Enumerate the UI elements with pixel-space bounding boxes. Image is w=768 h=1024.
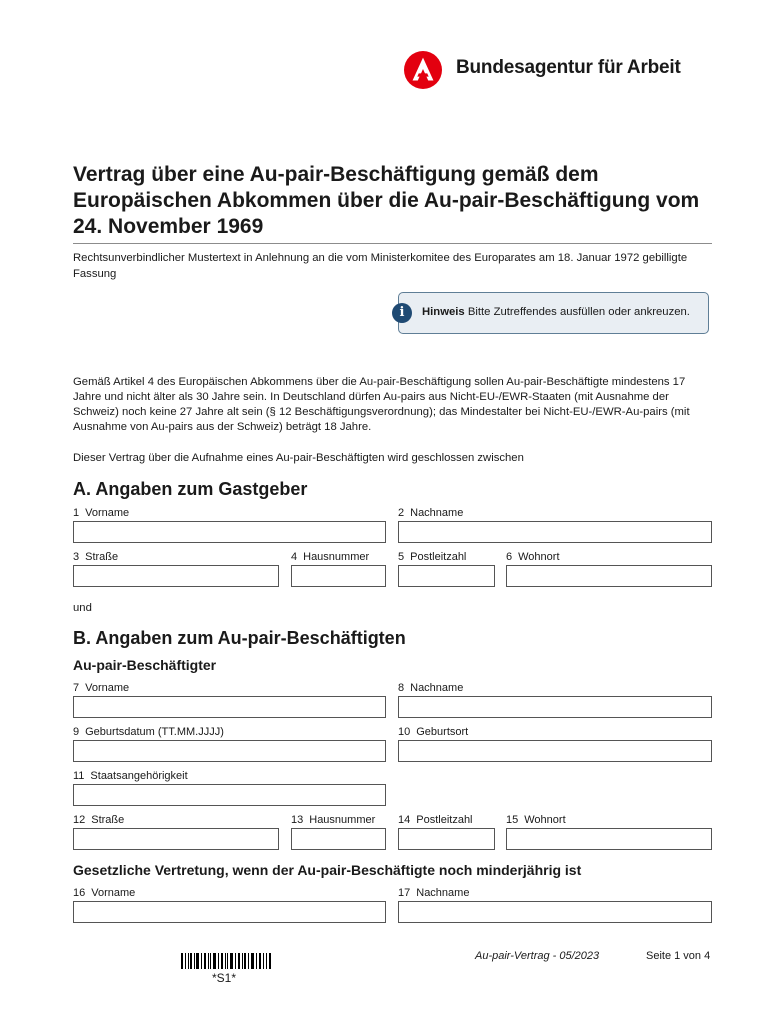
section-a-heading: A. Angaben zum Gastgeber	[73, 479, 308, 499]
document-title: Vertrag über eine Au-pair-Beschäftigung gemäß dem Europäischen Abkommen über die Au-pair-Beschäftigung vom 24. November 1969	[73, 163, 700, 238]
aupair-street-input[interactable]	[73, 828, 279, 850]
host-postal-code-input[interactable]	[398, 565, 495, 587]
section-b-heading: B. Angaben zum Au-pair-Beschäftigten	[73, 628, 406, 648]
hint-label: Hinweis	[422, 306, 465, 318]
field-16-label: 16 Vorname	[73, 887, 136, 899]
host-house-number-input[interactable]	[291, 565, 386, 587]
aupair-house-number-input[interactable]	[291, 828, 386, 850]
aupair-postal-code-input[interactable]	[398, 828, 495, 850]
field-1-label: 1 Vorname	[73, 507, 130, 519]
field-3-label: 3 Straße	[73, 551, 119, 563]
document-subtitle: Rechtsunverbindlicher Mustertext in Anlehnung an die vom Ministerkomitee des Europarates am 18. Januar 1972 gebilligte Fassung	[73, 252, 688, 280]
barcode-text: *S1*	[212, 971, 237, 985]
host-street-input[interactable]	[73, 565, 279, 587]
field-17-label: 17 Nachname	[398, 887, 470, 899]
contract-line: Dieser Vertrag über die Aufnahme eines Au-pair-Beschäftigten wird geschlossen zwischen	[73, 452, 524, 464]
field-4-label: 4 Hausnummer	[291, 551, 370, 563]
field-7-label: 7 Vorname	[73, 682, 130, 694]
aupair-birth-date-input[interactable]	[73, 740, 386, 762]
field-11-label: 11 Staatsangehörigkeit	[73, 770, 188, 782]
info-icon: i	[392, 303, 412, 323]
field-2-label: 2 Nachname	[398, 507, 464, 519]
barcode-icon	[181, 953, 271, 969]
field-14-label: 14 Postleitzahl	[398, 814, 473, 826]
au-pair-subheading: Au-pair-Beschäftigter	[73, 657, 217, 673]
agency-name: Bundesagentur für Arbeit	[456, 57, 681, 78]
host-last-name-input[interactable]	[398, 521, 712, 543]
guardian-subheading: Gesetzliche Vertretung, wenn der Au-pair-Beschäftigte noch minderjährig ist	[73, 862, 582, 878]
hint-message: Bitte Zutreffendes ausfüllen oder ankreuzen.	[467, 306, 690, 318]
ba-logo-icon	[404, 51, 442, 89]
field-9-label: 9 Geburtsdatum (TT.MM.JJJJ)	[73, 726, 224, 738]
guardian-first-name-input[interactable]	[73, 901, 386, 923]
intro-paragraph: Gemäß Artikel 4 des Europäischen Abkommens über die Au-pair-Beschäftigung sollen Au-pair-Beschäftigte mindestens 17 Jahre und nicht älter als 30 Jahre sein. In Deutschland dürfen Au-pairs aus Nicht-EU-/EWR-Staaten (mit Ausnahme der Schweiz) noch keine 27 Jahre alt sein (§ 12 Beschäftigungsverordnung); das Mindestalter bei Nicht-EU-/EWR-Au-pairs (mit Ausnahme von Au-pairs aus der Schweiz) beträgt 18 Jahre.	[73, 376, 690, 433]
host-first-name-input[interactable]	[73, 521, 386, 543]
field-15-label: 15 Wohnort	[506, 814, 566, 826]
field-8-label: 8 Nachname	[398, 682, 464, 694]
aupair-first-name-input[interactable]	[73, 696, 386, 718]
form-id: Au-pair-Vertrag - 05/2023	[475, 950, 600, 962]
field-6-label: 6 Wohnort	[506, 551, 560, 563]
host-city-input[interactable]	[506, 565, 712, 587]
hint-text	[422, 306, 690, 318]
page-number: Seite 1 von 4	[646, 950, 711, 962]
aupair-last-name-input[interactable]	[398, 696, 712, 718]
aupair-birth-place-input[interactable]	[398, 740, 712, 762]
field-5-label: 5 Postleitzahl	[398, 551, 467, 563]
field-13-label: 13 Hausnummer	[291, 814, 376, 826]
title-divider	[73, 243, 712, 244]
field-10-label: 10 Geburtsort	[398, 726, 469, 738]
guardian-last-name-input[interactable]	[398, 901, 712, 923]
aupair-nationality-input[interactable]	[73, 784, 386, 806]
field-12-label: 12 Straße	[73, 814, 125, 826]
aupair-city-input[interactable]	[506, 828, 712, 850]
connector-text: und	[73, 602, 92, 614]
